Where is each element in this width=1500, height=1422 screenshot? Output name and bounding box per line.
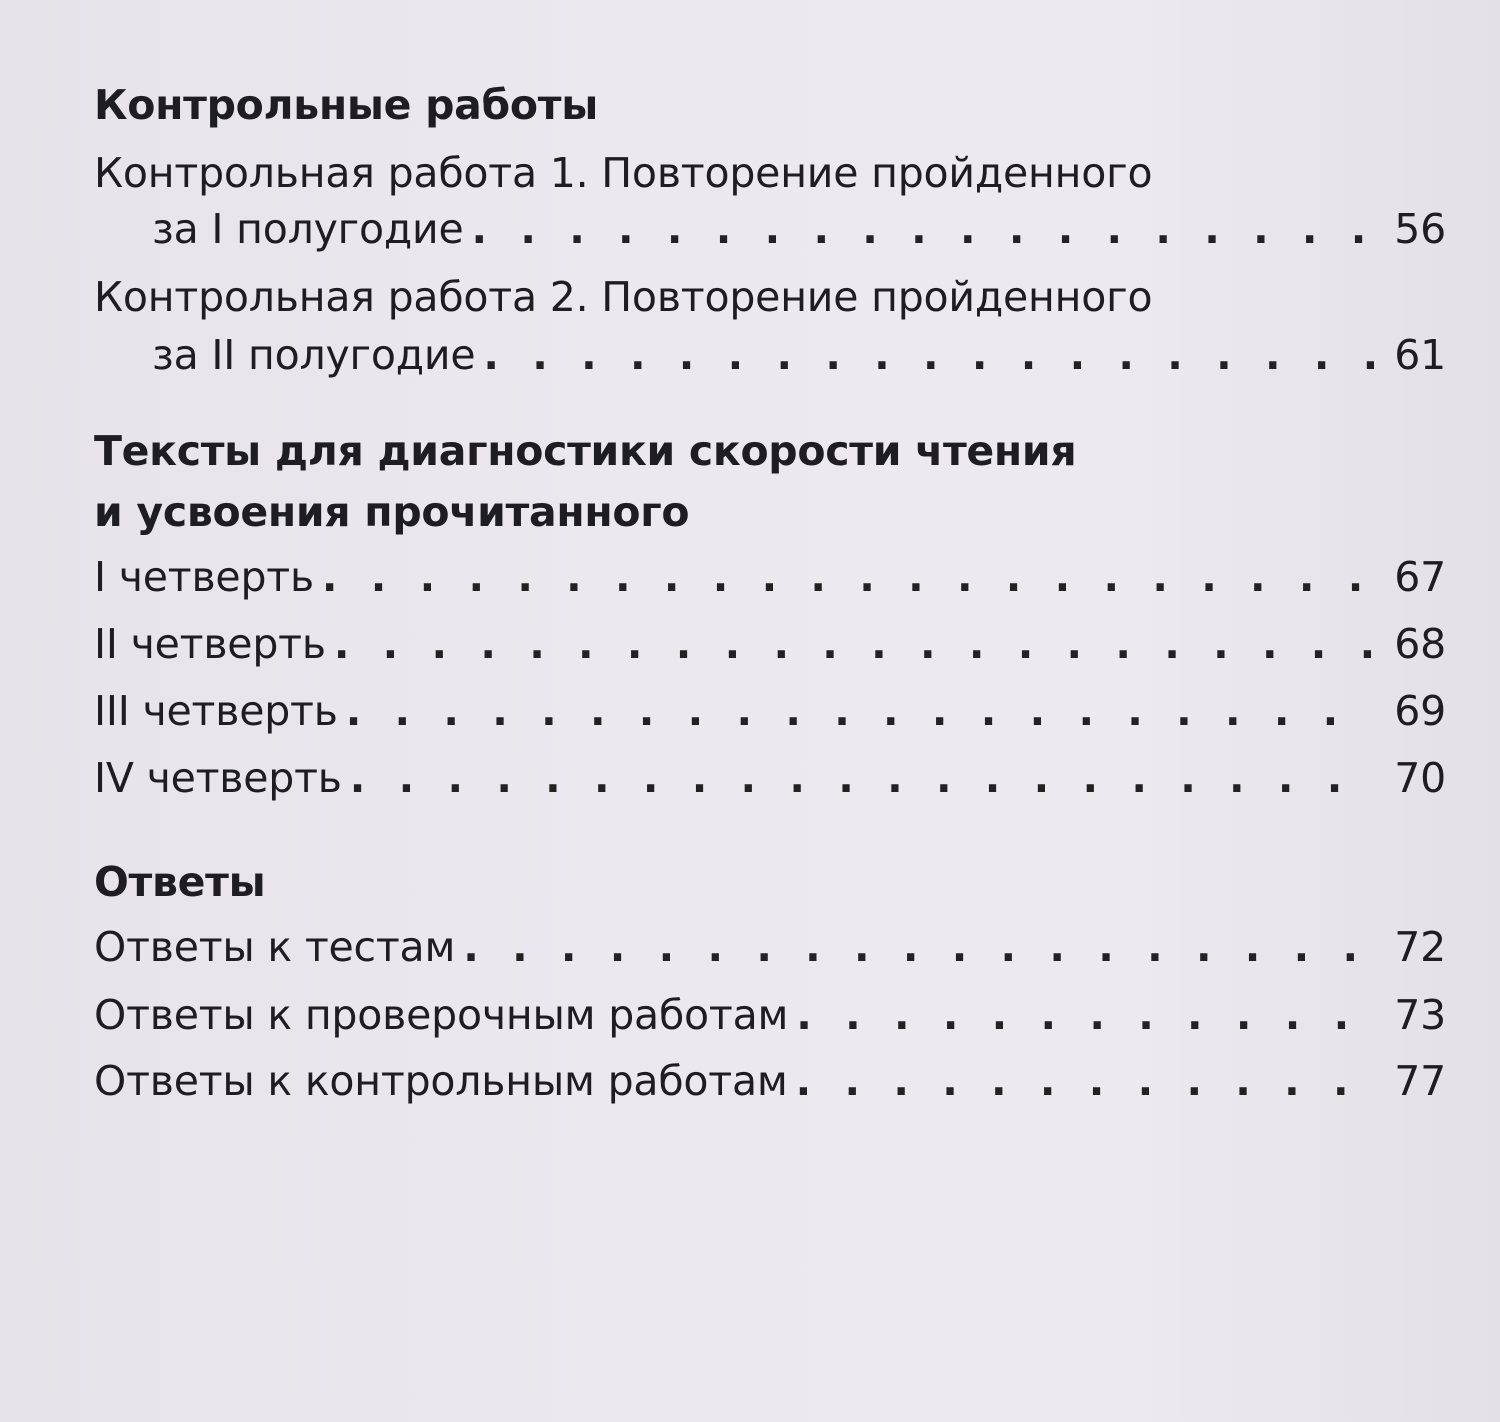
toc-entry-title-text: Ответы к тестам <box>94 923 456 971</box>
page-number: 61 <box>1394 331 1446 379</box>
dot-leader <box>796 984 1374 1046</box>
toc-entry[interactable] <box>94 1050 1446 1112</box>
toc-entry[interactable] <box>94 613 1446 675</box>
dot-leader <box>322 546 1374 608</box>
toc-entry-title-text: II четверть <box>94 620 326 668</box>
toc-entry[interactable] <box>152 198 1446 260</box>
toc-entry-title-text: Ответы к контрольным работам <box>94 1057 788 1105</box>
toc-entry-title-text: III четверть <box>94 687 338 735</box>
toc-entry-title <box>94 266 1446 328</box>
toc-entry-title-text: Ответы к проверочным работам <box>94 991 789 1039</box>
dot-leader <box>472 198 1375 260</box>
toc-entry-title-text: за I полугодие <box>152 205 464 253</box>
toc-entry[interactable] <box>152 324 1446 386</box>
dot-leader <box>483 324 1374 386</box>
page-number: 67 <box>1394 553 1446 601</box>
page-number: 68 <box>1394 620 1446 668</box>
page-number: 56 <box>1394 205 1446 253</box>
toc-entry[interactable] <box>94 546 1446 608</box>
toc-entry-title-text: IV четверть <box>94 754 342 802</box>
page-number: 70 <box>1394 754 1446 802</box>
page-number: 77 <box>1394 1057 1446 1105</box>
page-number: 69 <box>1394 687 1446 735</box>
section-heading-reading-diagnostics: Тексты для диагностики скорости чтения <box>94 427 1077 475</box>
section-heading-reading-diagnostics-cont: и усвоения прочитанного <box>94 488 690 536</box>
toc-entry[interactable] <box>94 680 1446 742</box>
toc-entry-title-text: Контрольная работа 2. Повторение пройденного <box>94 273 1153 321</box>
toc-entry-title-text: за II полугодие <box>152 331 476 379</box>
section-heading-answers: Ответы <box>94 858 266 906</box>
toc-entry-title-text: I четверть <box>94 553 314 601</box>
section-heading-control-works: Контрольные работы <box>94 81 598 129</box>
toc-entry-title-text: Контрольная работа 1. Повторение пройденного <box>94 149 1153 197</box>
dot-leader <box>796 1050 1374 1112</box>
toc-entry[interactable] <box>94 984 1446 1046</box>
dot-leader <box>350 747 1374 809</box>
dot-leader <box>346 680 1374 742</box>
toc-entry[interactable] <box>94 747 1446 809</box>
toc-entry[interactable] <box>94 916 1446 978</box>
page-number: 72 <box>1394 923 1446 971</box>
dot-leader <box>334 613 1374 675</box>
page-number: 73 <box>1394 991 1446 1039</box>
dot-leader <box>463 916 1374 978</box>
toc-entry-title <box>94 142 1446 204</box>
